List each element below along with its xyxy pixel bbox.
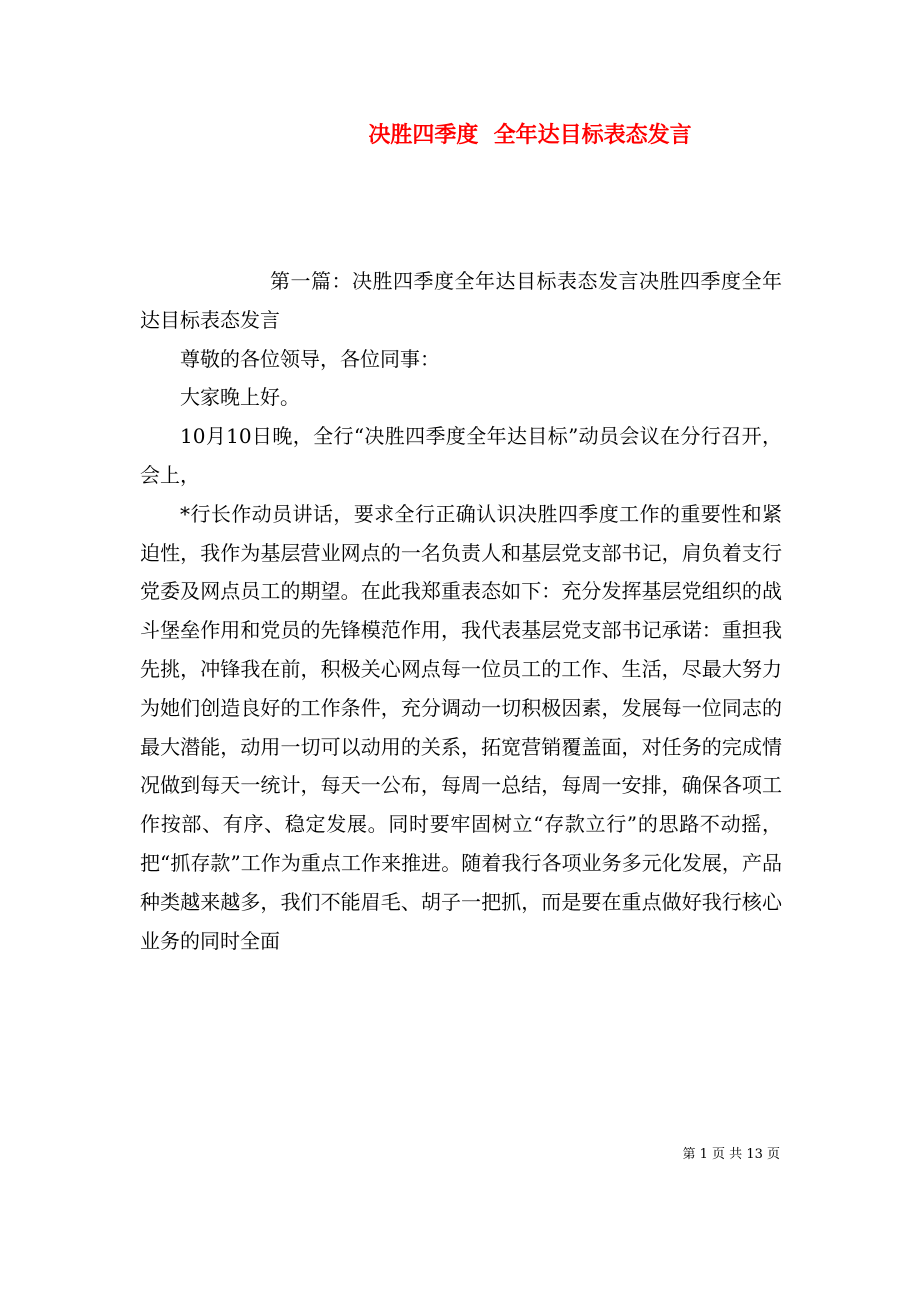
paragraph-4: 10月10日晚，全行“决胜四季度全年达目标”动员会议在分行召开，会上， [140,424,782,487]
paragraph-2: 尊敬的各位领导，各位同事： [180,346,440,371]
paragraph-1: 第一篇：决胜四季度全年达目标表态发言决胜四季度全年达目标表态发言 [140,269,782,332]
page-number-footer: 第 1 页 共 13 页 [682,1147,780,1162]
document-body [140,262,782,960]
paragraph-5: *行长作动员讲话，要求全行正确认识决胜四季度工作的重要性和紧迫性，我作为基层营业网点的一名负责人和基层党支部书记，肩负着支行党委及网点员工的期望。在此我郑重表态如下：充分发挥基层党组织的战斗堡垒作用和党员的先锋模范作用，我代表基层党支部书记承诺：重担我先挑，冲锋我在前，积极关心网点每一位员工的工作、生活，尽最大努力为她们创造良好的工作条件，充分调动一切积极因素，发展每一位同志的最大潜能，动用一切可以动用的关系，拓宽营销覆盖面，对任务的完成情况做到每天一统计，每天一公布，每周一总结，每周一安排，确保各项工作按部、有序、稳定发展。同时要牢固树立“存款立行”的思路不动摇，把“抓存款”工作为重点工作来推进。随着我行各项业务多元化发展，产品种类越来越多，我们不能眉毛、胡子一把抓，而是要在重点做好我行核心业务的同时全面 [140,501,782,953]
document-title: 决胜四季度 全年达目标表态发言 [368,122,692,148]
paragraph-3: 大家晚上好。 [180,385,300,410]
